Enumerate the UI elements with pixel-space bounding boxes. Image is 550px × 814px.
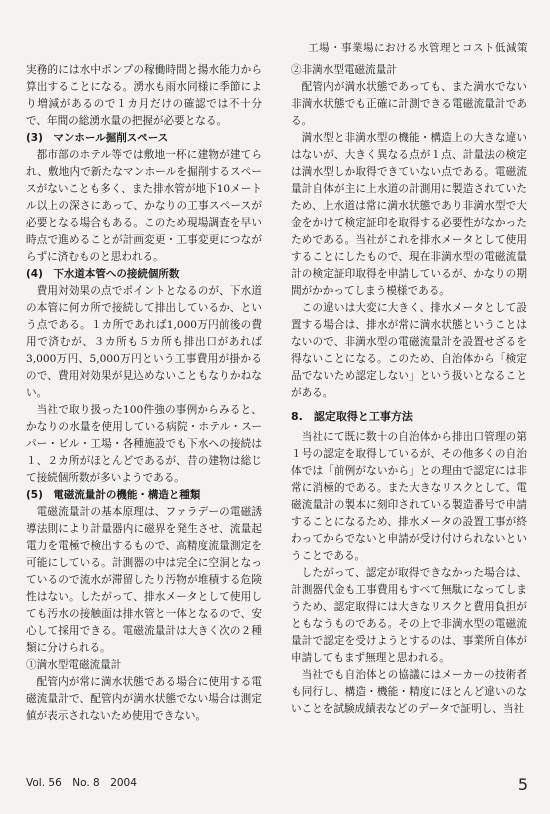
paragraph: 当社にて既に数十の自治体から排出口管理の第１号の認定を取得しているが、その他多くの自治体では「前例がないから」との理由で認定には非常に消極的である。また大きなリスクとして、電磁流量計の製本に刻印されている製造番号で申請することになるため、排水メータの設置工事が終わってからでないと申請が受け付けられないということである。: [291, 431, 527, 562]
section-heading: (4) 下水道本管への接続個所数: [26, 268, 180, 280]
page-number: 5: [517, 775, 528, 794]
running-title: 工場・事業場における水管理とコスト低減策: [308, 42, 528, 54]
paragraph: この違いは大変に大きく、排水メータとして設置する場合は、排水が常に満水状態ということはないので、非満水型の電磁流量計を設置せざるを得ないことになる。このため、自治体から「検定品でないため認定しない」という扱いとなることがある。: [291, 302, 527, 399]
paragraph: 満水型と非満水型の機能・構造上の大きな違いはないが、大きく異なる点が１点、計量法の検定は満水型しか取得できていない点である。電磁流量計自体が主に上水道の計測用に製造されていたため、上水道は常に満水状態であり非満水型で大金をかけて検定証印を取得する必要性がなかったためである。当社がこれを排水メータとして使用することにしたもので、現在非満水型の電磁流量計の検定証印取得を申請しているが、かなりの期間がかかってしまう模様である。: [291, 132, 527, 297]
paragraph: 当社で取り扱った100件強の事例からみると、かなりの水量を使用している病院・ホテル・スーパー・ビル・工場・各種施設でも下水への接続は１、２カ所がほとんどであるが、昔の建物は総じて接続個所数が多いようである。: [26, 404, 262, 484]
paragraph: 配管内が常に満水状態である場合に使用する電磁流量計で、配管内が満水状態でない場合は測定値が表示されないため使用できない。: [26, 676, 262, 722]
section-heading: (3) マンホール掘削スペース: [26, 132, 169, 144]
section-heading: 8. 認定取得と工事方法: [291, 410, 413, 423]
section-heading: (5) 電磁流量計の機能・構造と種類: [26, 489, 201, 501]
subsection-heading: ①満水型電磁流量計: [26, 659, 122, 671]
paragraph: 電磁流量計の基本原理は、ファラデーの電磁誘導法則により計量器内に磁界を発生させ、流量起電力を電極で検出するもので、高精度流量測定を可能にしている。計測器の中は完全に空洞となっているので流水が滞留したり汚物が堆積する危険性はない。したがって、排水メータとして使用しても汚水の接触面は排水管と一体となるので、安心して採用できる。電磁流量計は大きく次の２種類に分けられる。: [26, 506, 262, 654]
paragraph: 費用対効果の点でポイントとなるのが、下水道の本管に何カ所で接続して排出しているか、という点である。１カ所であれば1,000万円前後の費用で済むが、３カ所も５カ所も排出口があれば3,000万円、5,000万円という工事費用が掛かるので、費用対効果が見込めないこともなりかねない。: [26, 285, 262, 399]
paragraph: したがって、認定が取得できなかった場合は、計測器代金も工事費用もすべて無駄になってしまうため、認定取得には大きなリスクと費用負担がともなうものである。その上で非満水型の電磁流量計で認定を受けようとするのは、事業所自体が申請してもまず無理と思われる。: [291, 567, 527, 664]
right-column: [291, 62, 527, 718]
paragraph: 当社でも自治体との協議にはメーカーの技術者も同行し、構造・機能・精度にほとんど違いのないことを試験成績表などのデータで証明し、当社: [291, 669, 527, 715]
paragraph: 実務的には水中ポンプの稼働時間と揚水能力から算出することになる。湧水も雨水同様に季節により増減があるので１カ月だけの確認では不十分で、年間の総湧水量の把握が必要となる。: [26, 64, 262, 127]
subsection-heading: ②非満水型電磁流量計: [291, 64, 397, 76]
paragraph: 都市部のホテル等では敷地一杯に建物が建てられ、敷地内で新たなマンホールを掘削するスペースがないことも多く、また排水管が地下10メートル以上の深さにあって、かなりの工事スペースが必要となる場合もある。このため現場調査を早い時点で進めることが計画変更・工事変更につながらずに済むものと思われる。: [26, 149, 262, 263]
volume-info: Vol. 56 No. 8 2004: [26, 777, 137, 789]
left-column: [26, 62, 262, 725]
paragraph: 配管内が満水状態であっても、また満水でない非満水状態でも正確に計測できる電磁流量計である。: [291, 81, 527, 127]
